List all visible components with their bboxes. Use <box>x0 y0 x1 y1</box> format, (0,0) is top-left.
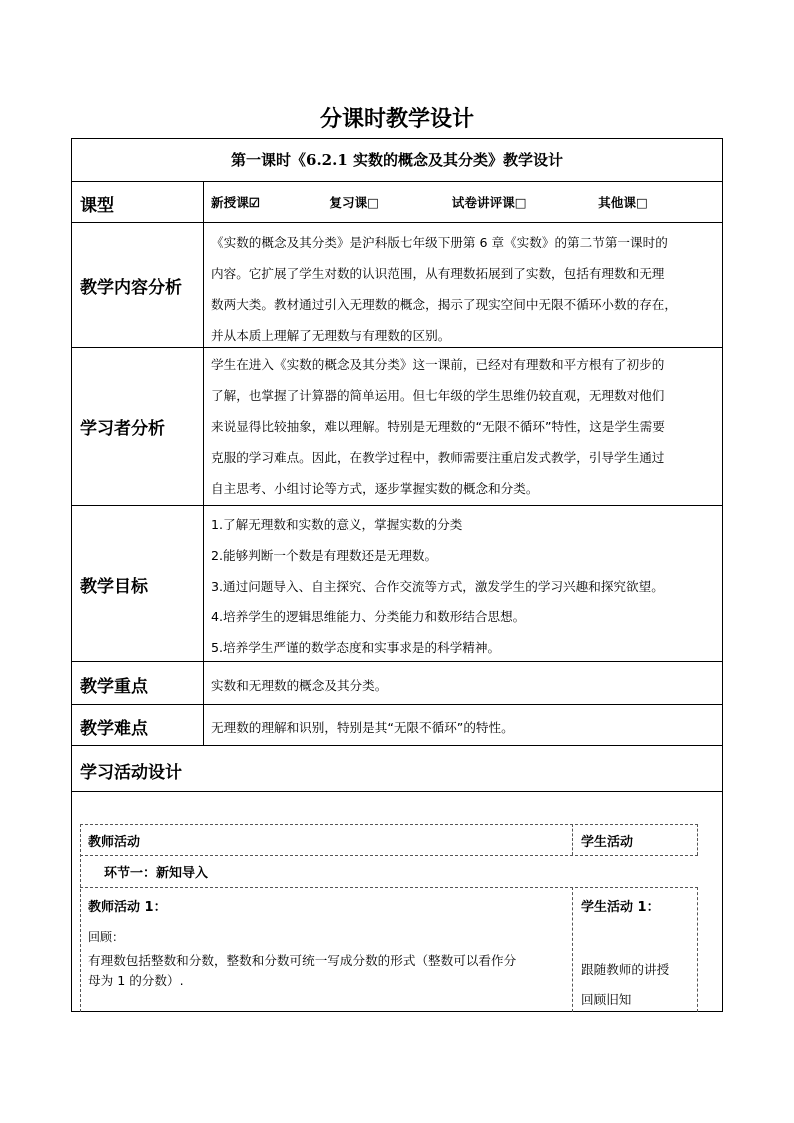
row-divider <box>72 661 722 662</box>
student-activity-header: 学生活动 <box>581 835 634 850</box>
lesson-type-new[interactable]: 新授课☑ <box>211 195 261 210</box>
dashed-divider <box>80 824 698 825</box>
key-points-label: 教学重点 <box>80 677 148 697</box>
lesson-type-options <box>211 192 648 211</box>
learner-analysis-label: 学习者分析 <box>80 419 165 439</box>
student-activity-text <box>581 955 669 1015</box>
review-label: 回顾： <box>88 930 125 944</box>
text-line: 学生在进入《实数的概念及其分类》这一课前，已经对有理数和平方根有了初步的 <box>211 357 665 372</box>
objective-item: 1.了解无理数和实数的意义，掌握实数的分类 <box>211 517 463 532</box>
objective-item: 2.能够判断一个数是有理数还是无理数。 <box>211 548 438 563</box>
dashed-divider <box>80 887 698 888</box>
text-line: 数两大类。教材通过引入无理数的概念，揭示了现实空间中无限不循环小数的存在， <box>211 297 677 312</box>
text-line: 《实数的概念及其分类》是沪科版七年级下册第 6 章《实数》的第二节第一课时的 <box>211 235 668 250</box>
row-divider <box>72 181 722 182</box>
dashed-divider <box>697 887 698 1012</box>
lesson-type-other[interactable]: 其他课□ <box>598 195 648 210</box>
text-line: 有理数包括整数和分数，整数和分数可统一写成分数的形式（整数可以看作分 <box>88 953 517 968</box>
dashed-divider <box>80 855 698 856</box>
dashed-divider <box>572 824 573 855</box>
teacher-activity-1-title: 教师活动 1： <box>88 900 167 915</box>
difficulties-text: 无理数的理解和识别，特别是其“无限不循环”的特性。 <box>211 720 514 735</box>
student-activity-1-title: 学生活动 1： <box>581 900 660 915</box>
activity-design-label: 学习活动设计 <box>80 763 182 783</box>
content-analysis-label: 教学内容分析 <box>80 278 182 298</box>
objective-item: 3.通过问题导入、自主探究、合作交流等方式，激发学生的学习兴趣和探究欲望。 <box>211 579 664 594</box>
text-line: 克服的学习难点。因此，在教学过程中，教师需要注重启发式教学，引导学生通过 <box>211 450 665 465</box>
row-divider <box>72 222 722 223</box>
objective-item: 4.培养学生的逻辑思维能力、分类能力和数形结合思想。 <box>211 609 526 624</box>
activity-table <box>80 824 698 1012</box>
text-line: 内容。它扩展了学生对数的认识范围，从有理数拓展到了实数，包括有理数和无理 <box>211 266 665 281</box>
text-line: 回顾旧知 <box>581 992 632 1007</box>
lesson-title: 第一课时《6.2.1 实数的概念及其分类》教学设计 <box>231 151 563 169</box>
lesson-design-table <box>71 138 723 1012</box>
objectives-label: 教学目标 <box>80 577 148 597</box>
text-line: 了解，也掌握了计算器的简单运用。但七年级的学生思维仍较直观，无理数对他们 <box>211 388 665 403</box>
difficulties-label: 教学难点 <box>80 719 148 739</box>
review-text <box>88 951 568 991</box>
stage-1-title: 环节一：新知导入 <box>104 866 209 881</box>
dashed-divider <box>572 887 573 1012</box>
text-line: 自主思考、小组讨论等方式，逐步掌握实数的概念和分类。 <box>211 481 539 496</box>
row-divider <box>72 791 722 792</box>
row-divider <box>72 505 722 506</box>
lesson-type-exam-review[interactable]: 试卷讲评课□ <box>451 195 527 210</box>
key-points-text: 实数和无理数的概念及其分类。 <box>211 678 388 693</box>
objective-item: 5.培养学生严谨的数学态度和实事求是的科学精神。 <box>211 640 501 655</box>
document-title: 分课时教学设计 <box>319 106 474 132</box>
lesson-type-review[interactable]: 复习课□ <box>329 195 380 210</box>
text-line: 母为 1 的分数）. <box>88 973 184 988</box>
row-divider <box>72 704 722 705</box>
dashed-divider <box>697 824 698 855</box>
row-divider <box>72 745 722 746</box>
dashed-divider <box>80 824 81 1012</box>
text-line: 来说显得比较抽象，难以理解。特别是无理数的“无限不循环”特性，这是学生需要 <box>211 419 665 434</box>
learner-analysis-text <box>211 349 717 504</box>
text-line: 并从本质上理解了无理数与有理数的区别。 <box>211 328 451 343</box>
text-line: 跟随教师的讲授 <box>581 962 670 977</box>
column-divider <box>203 181 204 745</box>
content-analysis-text <box>211 227 717 351</box>
lesson-type-label: 课型 <box>80 196 114 216</box>
teacher-activity-header: 教师活动 <box>88 835 141 850</box>
